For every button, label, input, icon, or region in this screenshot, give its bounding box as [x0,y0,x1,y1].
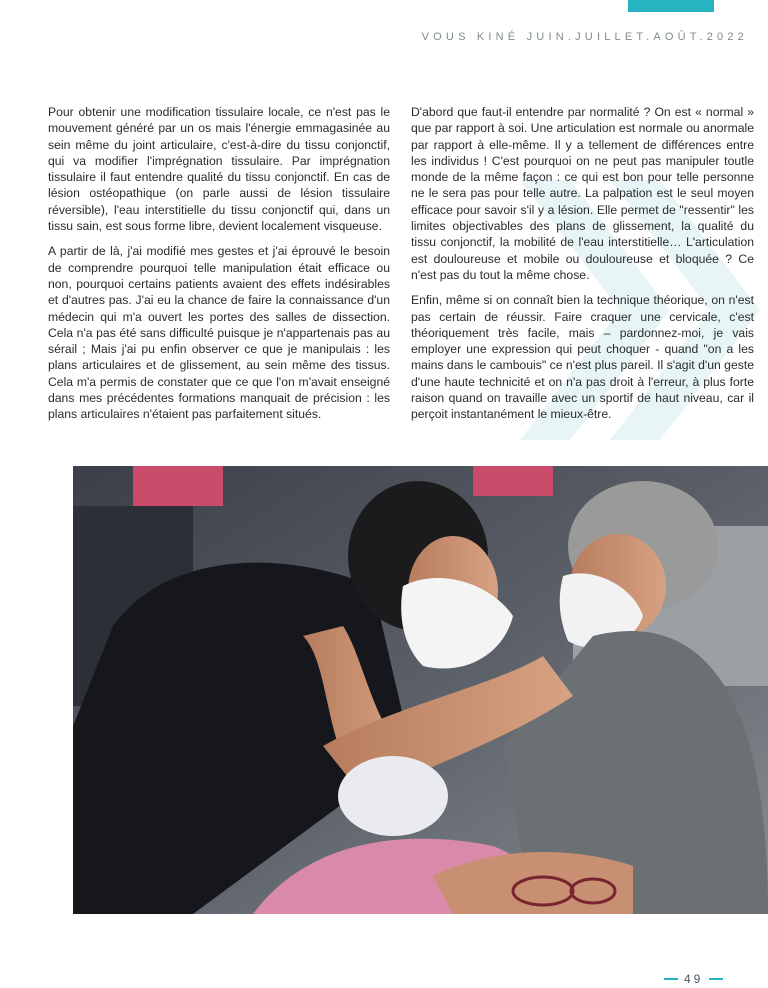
article-right-column [411,104,754,432]
page-number [664,972,723,986]
photo-manipulation-scene-icon [73,466,768,914]
paragraph: Pour obtenir une modification tissulaire locale, ce n'est pas le mouvement généré par un os mais l'énergie emmagasinée au sein même du joint articulaire, c'est-à-dire du tissu conjonctif, qui va modifier l'imprégnation tissulaire. Par imprégnation tissulaire il faut entendre qualité du tissu conjonctif. En cas de lésion ostéopathique (on parle aussi de lésion tissulaire réversible), l'eau interstitielle du tissu conjonctif qui, dans un tissu sain, est sous forme libre, devient localement visqueuse. [48,105,390,234]
page-number-left-dash [664,978,678,980]
paragraph: Enfin, même si on connaît bien la technique théorique, on n'est pas certain de réussir. Faire craquer une cervicale, c'est théoriquement très facile, mais – pardonnez-moi, je vais employer une expression qui peut choquer - quand "on a les mains dans le cambouis" ce n'est plus pareil. Il s'agit d'un geste d'une haute technicité et on n'a pas droit à l'erreur, à plus forte raison quand on travaille avec un sportif de haut niveau, car il perçoit instantanément le mieux-être. [411,293,754,422]
page-number-value: 49 [684,972,704,986]
article-photo [73,466,768,914]
page-number-right-dash [709,978,723,980]
paragraph: A partir de là, j'ai modifié mes gestes et j'ai éprouvé le besoin de comprendre pourquoi telle manipulation était efficace ou non, pourquoi certains patients avaient des effets indésirables et d'autres pas. J'ai eu la chance de faire la connaissance d'un médecin qui m'a ouvert les portes des salles de dissection. Cela n'a pas été sans difficulté puisque je n'appartenais pas au sérail ; Mais j'ai pu enfin observer ce que je manipulais : les plans articulaires et de glissement, au sein même des tissus. Cela m'a permis de constater que ce que l'on m'avait enseigné dans mes précédentes formations manquait de précision : les plans articulaires n'étaient pas parfaitement situés. [48,244,390,422]
running-header: VOUS KINÉ JUIN.JUILLET.AOÛT.2022 [421,31,748,43]
paragraph: D'abord que faut-il entendre par normalité ? On est « normal » que par rapport à soi. Une articulation est normale ou anormale par rapport à elle-même. Il y a tellement de différences entre les individus ! C'est pourquoi on ne peut pas manipuler toutle monde de la même façon : ce qui est bon pour telle personne ne le sera pas pour telle autre. La palpation est le seul moyen efficace pour savoir s'il y a lésion. Elle permet de "ressentir" les limites objectivables des plans de glissement, la qualité du tissu conjonctif, la mobilité de l'eau interstitielle… L'articulation est douloureuse et mobile ou douloureuse et bloquée ? Ce n'est pas du tout la même chose. [411,105,754,282]
top-accent-tab [628,0,714,12]
article-left-column [48,104,390,432]
